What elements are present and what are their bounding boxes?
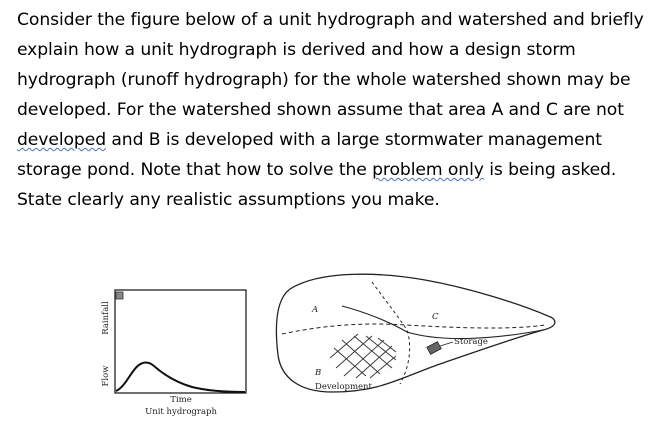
question-line-2: explain how a unit hydrograph is derived and how a design storm [17,40,576,60]
development-label: Development [315,382,372,392]
storage-leader-line [440,342,453,346]
question-line-5-rest: and B is developed with a large stormwater management [106,130,602,150]
question-line-1: Consider the figure below of a unit hydrograph and watershed and briefly [17,10,644,30]
rainfall-axis-label: Rainfall [101,301,111,335]
unit-hydrograph-caption: Unit hydrograph [145,407,217,417]
question-line-4: developed. For the watershed shown assume that area A and C are not [17,100,624,120]
area-a-label: A [312,305,319,315]
area-b-label: B [315,368,322,378]
rainfall-pulse [116,292,123,299]
time-axis-label: Time [170,395,192,405]
development-hatch [330,334,396,378]
area-c-label: C [432,312,439,322]
unit-hydrograph-curve [116,363,245,392]
question-line-3: hydrograph (runoff hydrograph) for the whole watershed shown may be [17,70,631,90]
main-stream-channel [342,306,543,339]
storage-label: Storage [454,337,488,347]
question-line-6-pre: storage pond. Note that how to solve the [17,160,373,180]
unit-hydrograph-diagram [101,290,246,417]
spellcheck-developed: developed [17,130,107,150]
subarea-divide-vertical [372,282,410,384]
subarea-divide-horizontal [282,324,545,334]
grammar-flag-problem-only: problem only [372,160,484,180]
hydrograph-frame [115,290,246,393]
storage-pond [427,342,441,355]
watershed-diagram [276,274,554,392]
question-line-7: State clearly any realistic assumptions you make. [17,190,440,210]
question-line-6-post: is being asked. [483,160,617,180]
flow-axis-label: Flow [101,365,111,387]
